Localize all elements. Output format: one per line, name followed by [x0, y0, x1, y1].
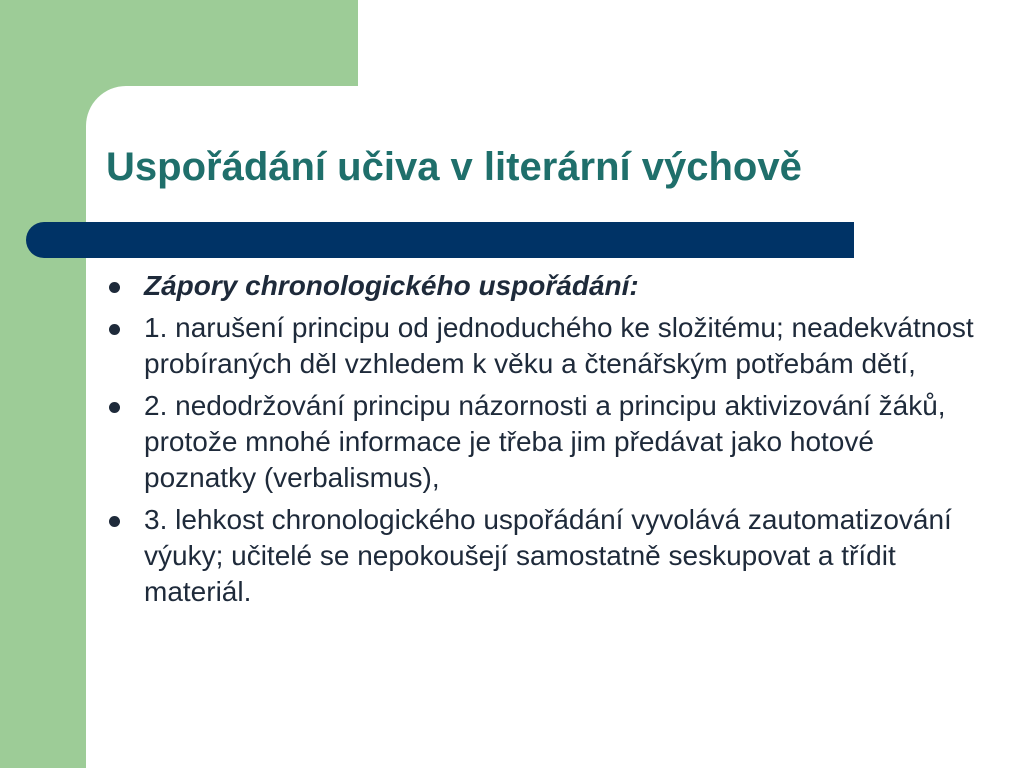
bullet-text: Zápory chronologického uspořádání:	[144, 270, 639, 301]
green-top-panel	[0, 0, 358, 86]
bullet-item	[100, 388, 980, 496]
bullet-dot-icon	[109, 402, 120, 413]
bullet-item	[100, 310, 980, 382]
bullet-text: 1. narušení principu od jednoduchého ke složitému; neadekvátnost probíraných děl vzhledem k věku a čtenářským potřebám dětí,	[144, 312, 974, 379]
bullet-list	[100, 268, 980, 616]
bullet-dot-icon	[109, 324, 120, 335]
bullet-dot-icon	[109, 282, 120, 293]
green-side-panel	[0, 0, 86, 768]
bullet-item-heading	[100, 268, 980, 304]
bullet-dot-icon	[109, 516, 120, 527]
bullet-text: 3. lehkost chronologického uspořádání vyvolává zautomatizování výuky; učitelé se nepokoušejí samostatně seskupovat a třídit materiál.	[144, 504, 952, 607]
bullet-item	[100, 502, 980, 610]
title-underline-bar	[26, 222, 854, 258]
slide-title: Uspořádání učiva v literární výchově	[106, 145, 802, 189]
bullet-text: 2. nedodržování principu názornosti a principu aktivizování žáků, protože mnohé informace je třeba jim předávat jako hotové poznatky (verbalismus),	[144, 390, 946, 493]
